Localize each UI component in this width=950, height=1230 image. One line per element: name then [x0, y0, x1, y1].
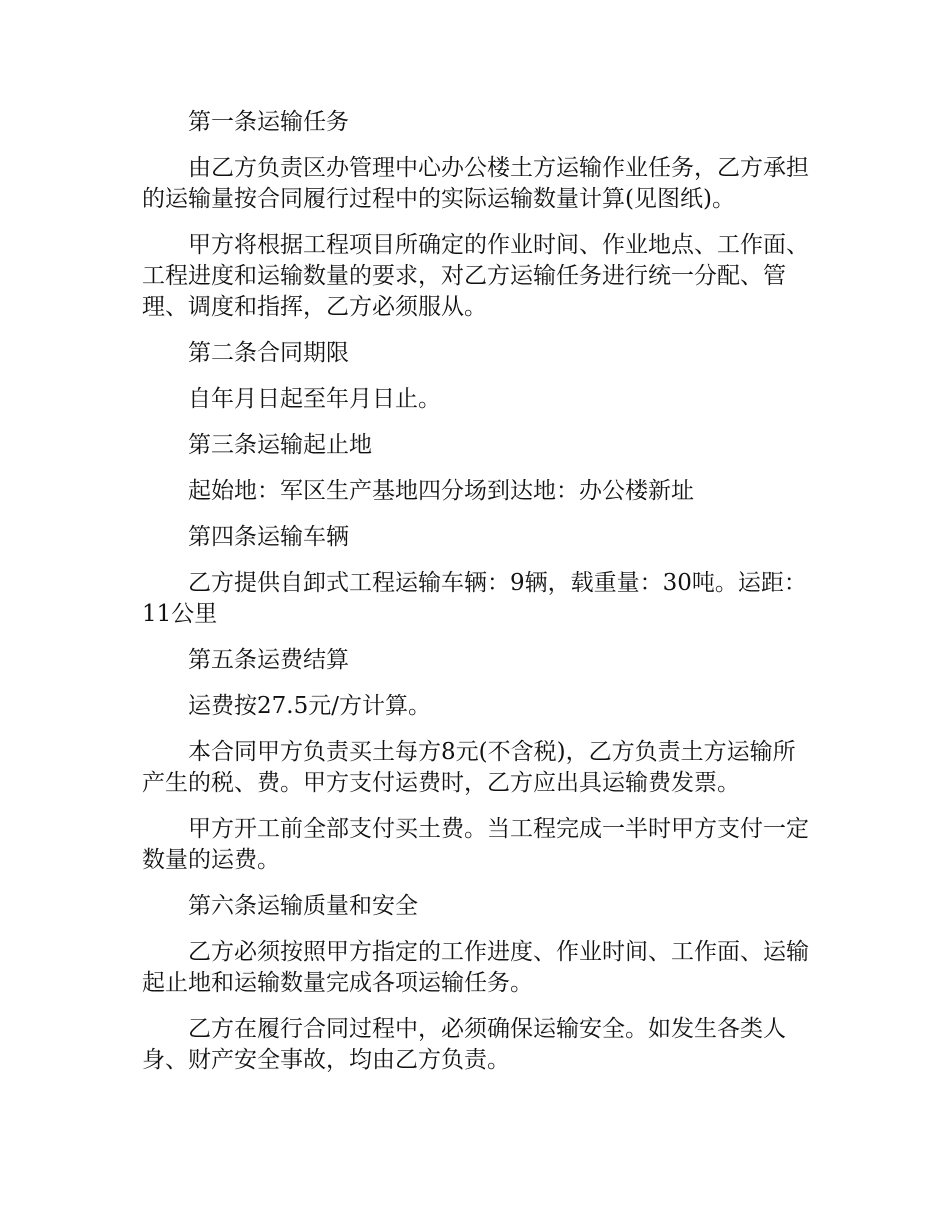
- heading-article-5: 第五条运费结算: [188, 647, 349, 673]
- heading-article-6: 第六条运输质量和安全: [188, 893, 418, 919]
- document-body: [142, 107, 814, 1091]
- paragraph: 起始地：军区生产基地四分场到达地：办公楼新址: [188, 478, 694, 504]
- paragraph: 自年月日起至年月日止。: [188, 386, 441, 412]
- paragraph: 乙方提供自卸式工程运输车辆：9辆，载重量：30吨。运距：11公里: [142, 570, 807, 627]
- paragraph: 乙方在履行合同过程中，必须确保运输安全。如发生各类人身、财产安全事故，均由乙方负责。: [142, 1016, 786, 1073]
- heading-article-3: 第三条运输起止地: [188, 432, 372, 458]
- paragraph: 甲方开工前全部支付买土费。当工程完成一半时甲方支付一定数量的运费。: [142, 816, 809, 873]
- paragraph: 甲方将根据工程项目所确定的作业时间、作业地点、工作面、工程进度和运输数量的要求，对乙方运输任务进行统一分配、管理、调度和指挥，乙方必须服从。: [142, 232, 809, 320]
- heading-article-4: 第四条运输车辆: [188, 524, 349, 550]
- paragraph: 由乙方负责区办管理中心办公楼土方运输作业任务，乙方承担的运输量按合同履行过程中的实际运输数量计算(见图纸)。: [142, 155, 809, 212]
- paragraph: 本合同甲方负责买土每方8元(不含税)，乙方负责土方运输所产生的税、费。甲方支付运费时，乙方应出具运输费发票。: [142, 739, 796, 796]
- heading-article-2: 第二条合同期限: [188, 340, 349, 366]
- paragraph: 乙方必须按照甲方指定的工作进度、作业时间、工作面、运输起止地和运输数量完成各项运输任务。: [142, 939, 809, 996]
- paragraph: 运费按27.5元/方计算。: [188, 693, 431, 719]
- heading-article-1: 第一条运输任务: [188, 109, 349, 135]
